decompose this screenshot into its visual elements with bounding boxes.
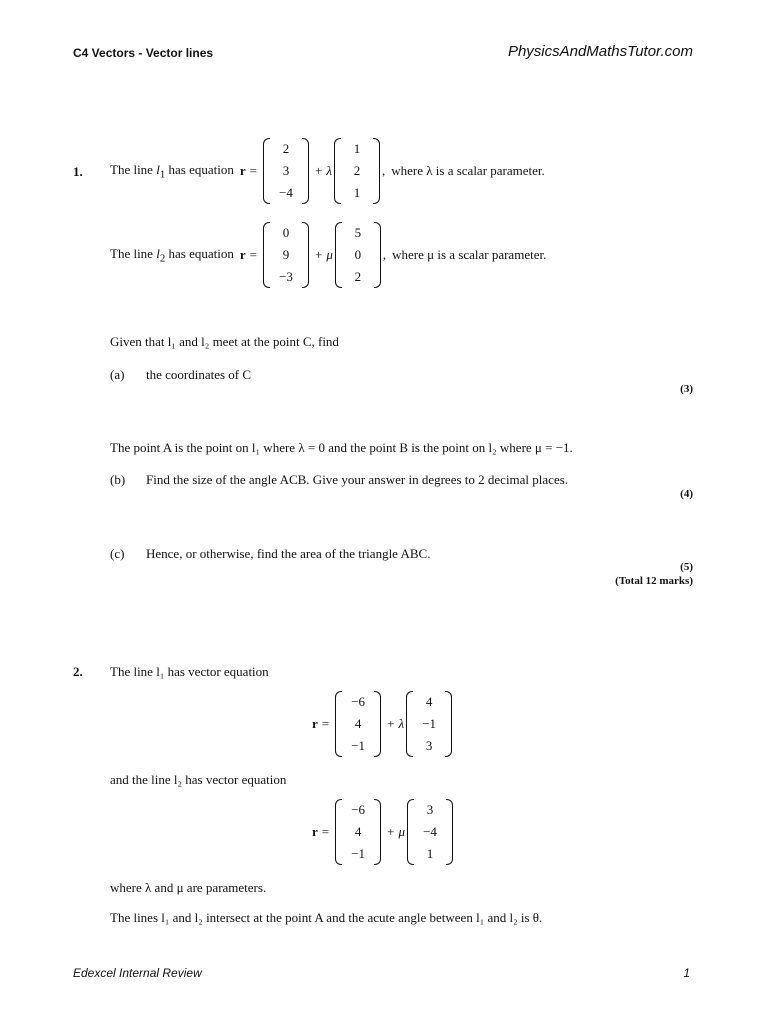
q1-line1-equation: The line $l_1$ has equation r = 2 3 −4 + λ 1 2 1 , where λ is a scalar parameter.	[110, 138, 545, 204]
q2-parameters-text: where λ and μ are parameters.	[110, 880, 267, 895]
q1-part-b-text: Find the size of the angle ACB. Give your answer in degrees to 2 decimal places.	[146, 472, 569, 487]
q1-part-c-label: (c)	[110, 546, 125, 561]
page-number: 1	[683, 966, 690, 980]
q1-part-c-marks: (5)	[680, 561, 693, 573]
q2-line1-direction-vector: 4 −1 3	[406, 691, 452, 757]
header-title: C4 Vectors - Vector lines	[73, 46, 214, 60]
q1-given-text: Given that l₁ and l₂ meet at the point C, find	[110, 334, 339, 349]
q2-line2-direction-vector: 3 −4 1	[407, 799, 453, 865]
header-site: PhysicsAndMathsTutor.com	[507, 43, 693, 60]
q1-part-a-text: the coordinates of C	[146, 367, 252, 382]
q1-line1-direction-vector: 1 2 1	[334, 138, 380, 204]
q1-line2-equation: The line $l_2$ has equation r = 0 9 −3 + μ 5 0 2 , where μ is a scalar parameter.	[110, 222, 546, 288]
q1-line1-point-vector: 2 3 −4	[263, 138, 309, 204]
q1-part-b-marks: (4)	[680, 488, 693, 500]
q1-line2-prefix: The line $l_2$ has equation	[110, 245, 234, 265]
q1-part-a-marks: (3)	[680, 383, 693, 395]
q2-line1-equation: r = −6 4 −1 + λ 4 −1 3	[312, 692, 454, 756]
q2-intersect-text: The lines l₁ and l₂ intersect at the point A and the acute angle between l₁ and l₂ is θ.	[110, 910, 543, 925]
q2-line2-point-vector: −6 4 −1	[335, 799, 381, 865]
q1-total-marks: (Total 12 marks)	[615, 575, 693, 587]
question-number-1: 1.	[73, 164, 83, 179]
q2-intro-text: The line l₁ has vector equation	[110, 664, 269, 679]
q1-line1-prefix: The line $l_1$ has equation	[110, 161, 234, 181]
q2-line2-equation: r = −6 4 −1 + μ 3 −4 1	[312, 800, 455, 864]
footer-source: Edexcel Internal Review	[73, 966, 202, 980]
q1-part-b-label: (b)	[110, 472, 126, 487]
q1-line2-point-vector: 0 9 −3	[263, 222, 309, 288]
q2-line1-point-vector: −6 4 −1	[335, 691, 381, 757]
q1-part-a-label: (a)	[110, 367, 125, 382]
q1-part-c-text: Hence, or otherwise, find the area of the triangle ABC.	[146, 546, 431, 561]
q2-and-text: and the line l₂ has vector equation	[110, 772, 287, 787]
question-number-2: 2.	[73, 664, 83, 679]
q1-line2-direction-vector: 5 0 2	[335, 222, 381, 288]
q1-point-text: The point A is the point on l₁ where λ = 0 and the point B is the point on l₂ where μ = −1.	[110, 440, 573, 455]
